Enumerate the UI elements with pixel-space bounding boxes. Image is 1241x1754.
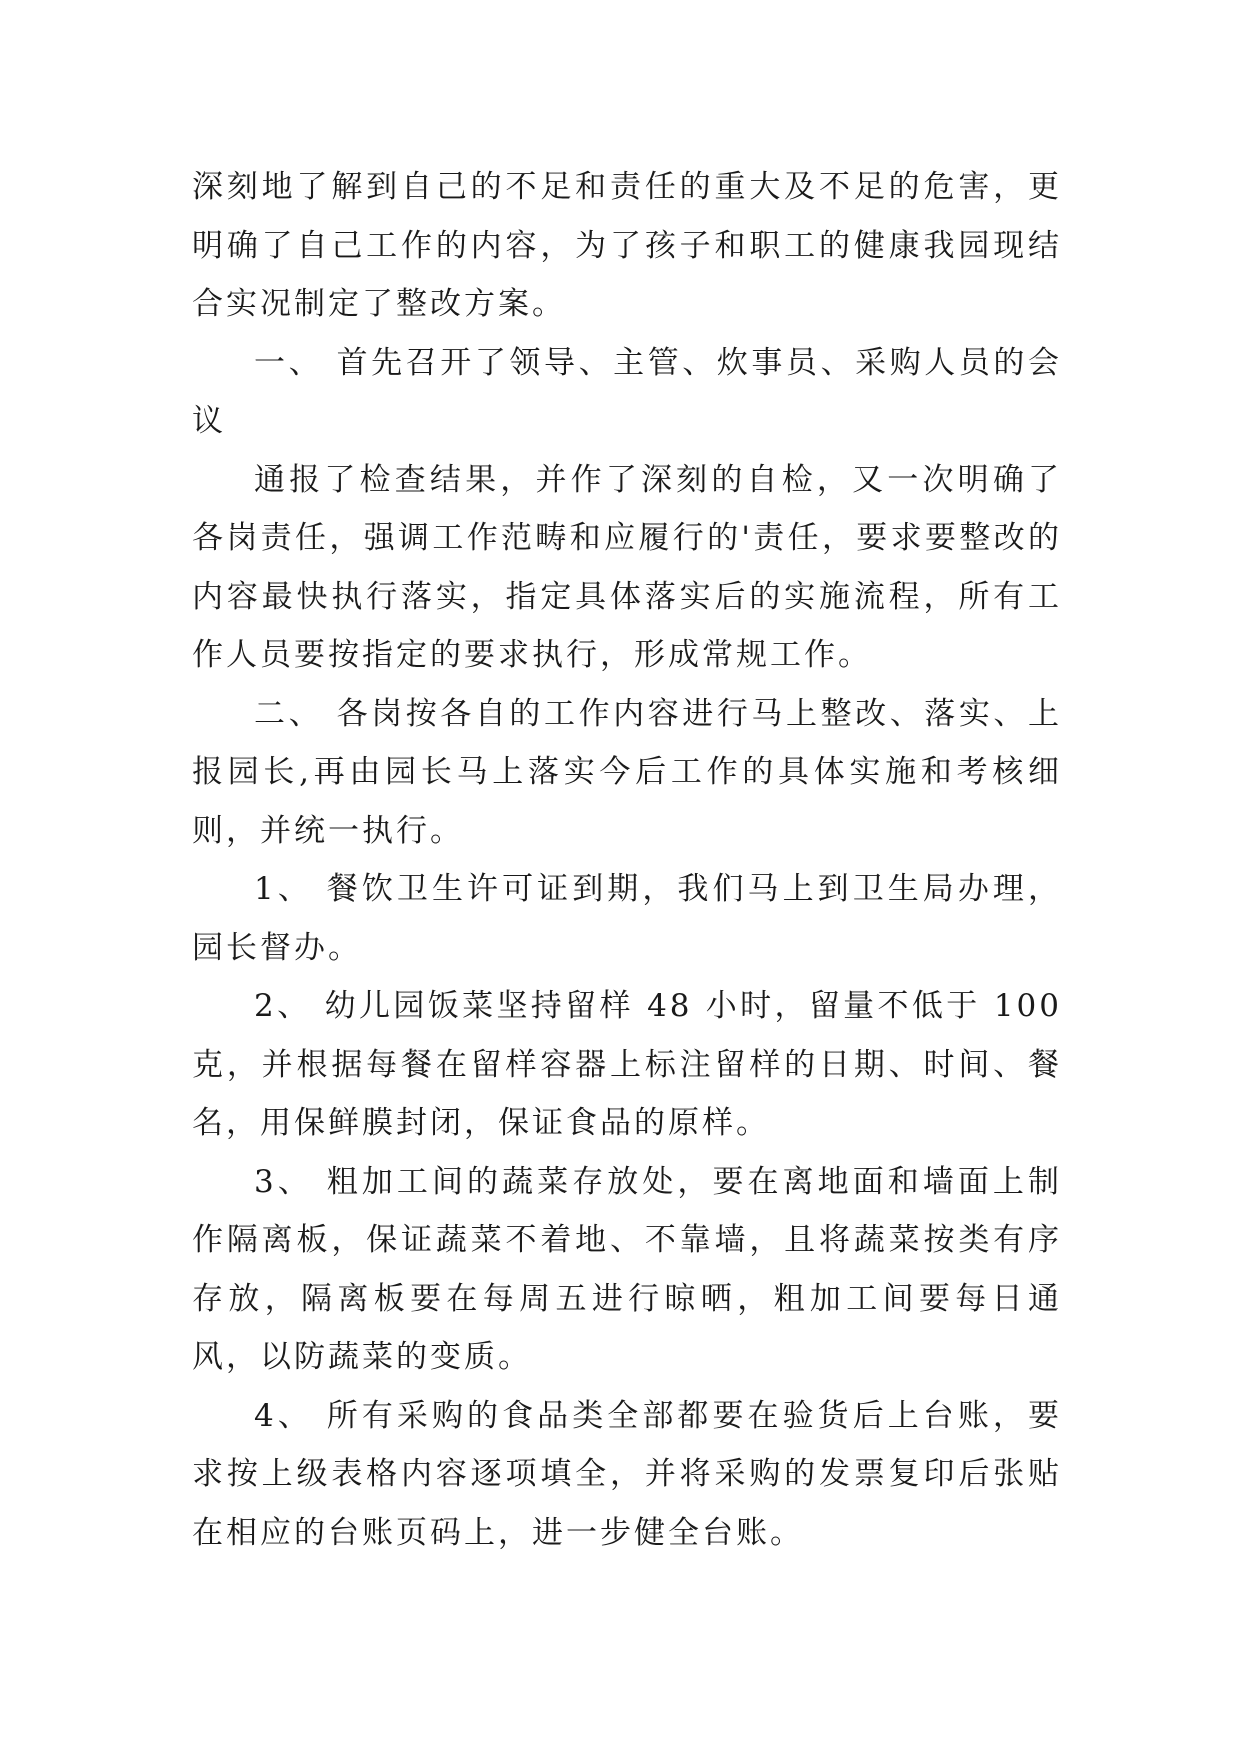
paragraph-intro: 深刻地了解到自己的不足和责任的重大及不足的危害，更明确了自己工作的内容，为了孩子和职工的健康我园现结合实况制定了整改方案。 [192, 169, 1062, 322]
document-body [192, 158, 1062, 1562]
paragraph-section-1-heading: 一、 首先召开了领导、主管、炊事员、采购人员的会议 [192, 344, 1062, 439]
paragraph-section-2: 二、 各岗按各自的工作内容进行马上整改、落实、上报园长,再由园长马上落实今后工作的具体实施和考核细则，并统一执行。 [192, 695, 1062, 849]
paragraph-item-2: 2、 幼儿园饭菜坚持留样 48 小时，留量不低于 100 克，并根据每餐在留样容器上标注留样的日期、时间、餐名，用保鲜膜封闭，保证食品的原样。 [192, 988, 1062, 1141]
paragraph-item-1: 1、 餐饮卫生许可证到期，我们马上到卫生局办理，园长督办。 [192, 871, 1062, 966]
paragraph-item-3: 3、 粗加工间的蔬菜存放处，要在离地面和墙面上制作隔离板，保证蔬菜不着地、不靠墙，且将蔬菜按类有序存放，隔离板要在每周五进行晾晒，粗加工间要每日通风，以防蔬菜的变质。 [192, 1163, 1062, 1375]
paragraph-item-4: 4、 所有采购的食品类全部都要在验货后上台账，要求按上级表格内容逐项填全，并将采购的发票复印后张贴在相应的台账页码上，进一步健全台账。 [192, 1397, 1062, 1551]
paragraph-section-1-body: 通报了检查结果，并作了深刻的自检，又一次明确了各岗责任，强调工作范畴和应履行的'责任，要求要整改的内容最快执行落实，指定具体落实后的实施流程，所有工作人员要按指定的要求执行，形成常规工作。 [192, 461, 1062, 673]
